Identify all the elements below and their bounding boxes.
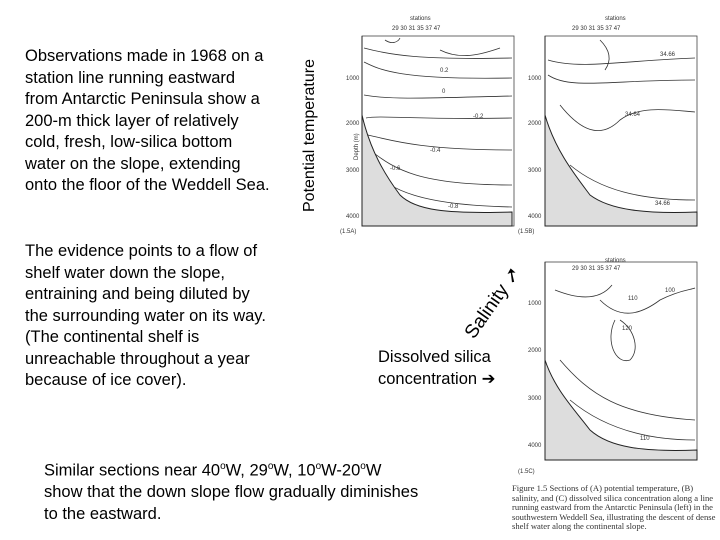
svg-text:110: 110 <box>628 296 638 302</box>
evidence-paragraph: The evidence points to a flow of shelf water down the slope, entraining and being diluted by the surrounding water on its way. (The continental shelf is unreachable throughout a year because of ice cover). <box>25 242 266 389</box>
similar-sections-paragraph: Similar sections near 40$^o$W, 29$^o$W, 10$^o$W-20$^o$W show that the down slope flow gradually diminishes to the eastward. <box>44 461 419 523</box>
svg-text:-0.8: -0.8 <box>448 204 459 210</box>
silica-arrow-icon: ➔ <box>481 370 496 388</box>
svg-text:34.66: 34.66 <box>660 52 676 58</box>
svg-text:0: 0 <box>442 89 446 95</box>
svg-text:1000: 1000 <box>346 76 360 82</box>
svg-text:-0.2: -0.2 <box>473 114 484 120</box>
svg-text:4000: 4000 <box>528 443 542 449</box>
svg-text:0.2: 0.2 <box>440 68 449 74</box>
svg-text:1000: 1000 <box>528 301 542 307</box>
panel-c-stations-title: stations <box>605 258 626 264</box>
panel-c-station-numbers: 29 30 31 35 37 47 <box>572 266 621 272</box>
panel-a-stations-title: stations <box>410 16 431 22</box>
svg-text:110: 110 <box>640 436 650 442</box>
salinity-arrow-icon: ➚ <box>498 263 526 289</box>
observations-paragraph: Observations made in 1968 on a station line running eastward from Antarctic Peninsula show a 200-m thick layer of relatively cold, fresh, low-silica bottom water on the slope, extending onto the floor of the Weddell Sea. <box>25 47 270 194</box>
dissolved-silica-label: Dissolved silica concentration ➔ <box>378 348 496 388</box>
potential-temperature-label: Potential temperature <box>301 59 318 212</box>
panel-b-id: (1.5B) <box>518 229 535 235</box>
svg-text:2000: 2000 <box>528 121 542 127</box>
panel-potential-temperature <box>340 16 514 235</box>
svg-text:2000: 2000 <box>346 121 360 127</box>
svg-text:-0.6: -0.6 <box>390 166 401 172</box>
panel-a-id: (1.5A) <box>340 229 357 235</box>
svg-text:1000: 1000 <box>528 76 542 82</box>
svg-text:Depth (m): Depth (m) <box>354 133 360 160</box>
svg-text:4000: 4000 <box>346 214 360 220</box>
panel-salinity <box>518 16 697 235</box>
panel-a-station-numbers: 29 30 31 35 37 47 <box>392 26 441 32</box>
svg-text:34.66: 34.66 <box>655 201 671 207</box>
svg-text:4000: 4000 <box>528 214 542 220</box>
svg-text:3000: 3000 <box>346 168 360 174</box>
panel-b-stations-title: stations <box>605 16 626 22</box>
svg-text:3000: 3000 <box>528 168 542 174</box>
svg-text:2000: 2000 <box>528 348 542 354</box>
figure-caption: Figure 1.5 Sections of (A) potential temperature, (B) salinity, and (C) dissolved silica concentration along a line running eastward from the Antarctic Peninsula (left) in the southwestern Weddell Sea, illustrating the descent of dense shelf water along the continental slope. <box>512 483 716 532</box>
svg-text:120: 120 <box>622 326 633 332</box>
panel-b-station-numbers: 29 30 31 35 37 47 <box>572 26 621 32</box>
svg-text:3000: 3000 <box>528 396 542 402</box>
svg-text:34.64: 34.64 <box>625 112 641 118</box>
salinity-label: Salinity ➚ <box>460 263 526 343</box>
panel-dissolved-silica <box>518 258 697 475</box>
panel-c-id: (1.5C) <box>518 469 535 475</box>
svg-text:100: 100 <box>665 288 676 294</box>
svg-text:-0.4: -0.4 <box>430 148 441 154</box>
